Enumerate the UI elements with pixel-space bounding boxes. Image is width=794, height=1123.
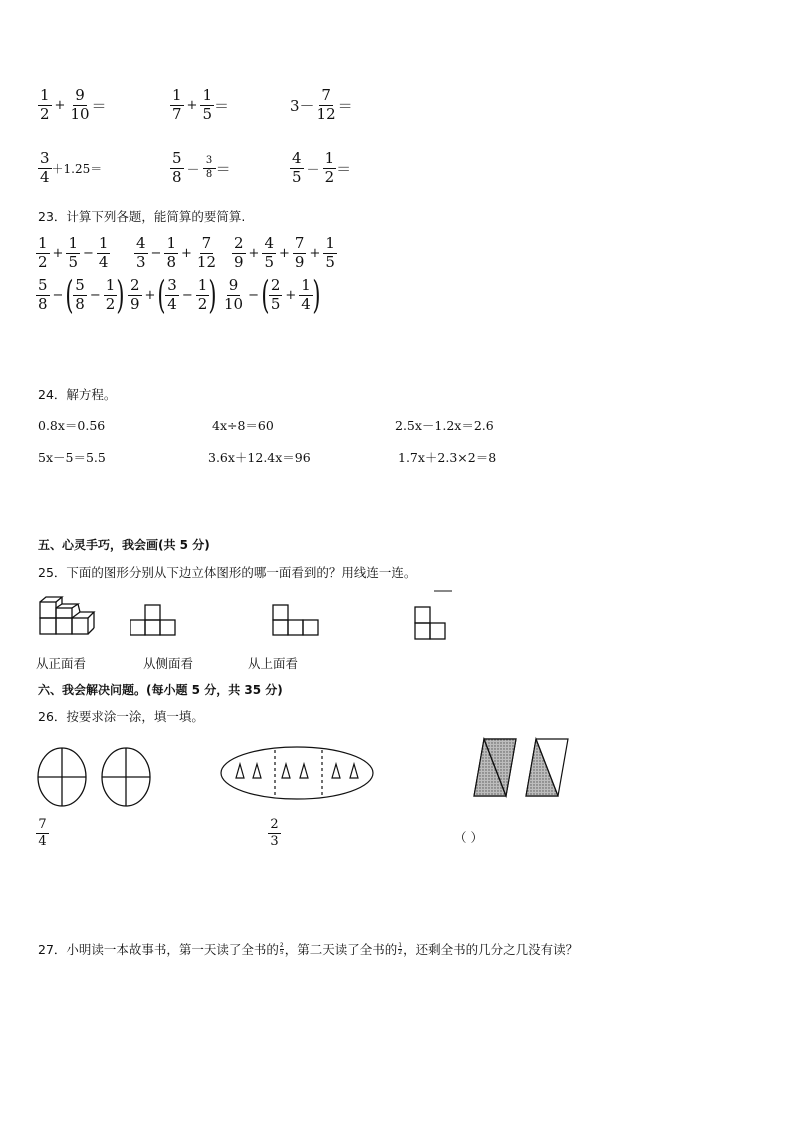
denominator: 8 — [205, 168, 213, 180]
circles-quarters — [36, 746, 156, 808]
equation-4: 5x－5＝5.5 — [38, 450, 106, 465]
calc-2-2 — [170, 151, 231, 186]
operator: + — [248, 245, 260, 261]
view-shape-1 — [130, 603, 178, 639]
label-top-view: 从上面看 — [248, 656, 299, 671]
q25-title: 25．下面的图形分别从下边立体图形的哪一面看到的？用线连一连。 — [38, 565, 417, 580]
q27-text — [38, 940, 578, 958]
left-paren: ( — [157, 273, 166, 317]
left-paren: ( — [261, 273, 270, 317]
operator: + — [52, 245, 64, 261]
equals: ＝ — [337, 96, 353, 115]
equals: ＝ — [215, 159, 231, 178]
solid-figure-drawing — [38, 594, 100, 638]
numerator: 5 — [38, 275, 48, 294]
denominator: 2 — [324, 167, 335, 186]
equals: ＝ — [214, 96, 230, 115]
denominator: 9 — [130, 294, 140, 313]
denominator: 5 — [325, 252, 335, 271]
numerator: 4 — [292, 149, 302, 167]
operator: − — [83, 245, 94, 261]
calc-1-3 — [290, 88, 353, 123]
view-shape-2 — [272, 604, 320, 640]
equation-2: 4x÷8＝60 — [212, 418, 274, 433]
q23-expr-6 — [222, 273, 321, 317]
operator: − — [52, 287, 64, 303]
equation-1: 0.8x＝0.56 — [38, 418, 106, 433]
denominator: 2 — [105, 294, 116, 313]
numerator: 1 — [325, 234, 335, 252]
shaded-parallelograms — [470, 736, 574, 800]
numerator: 4 — [264, 234, 274, 252]
operator: － — [306, 162, 320, 178]
denominator: 8 — [38, 294, 48, 313]
q26-answer-blank[interactable]: （ ） — [454, 830, 483, 845]
numerator: 1 — [68, 234, 78, 252]
operator: + — [309, 245, 321, 261]
numerator: 7 — [201, 234, 212, 252]
right-paren: ) — [208, 273, 217, 317]
denominator: 7 — [172, 104, 182, 123]
view-shape-3 — [412, 588, 452, 642]
q26-title: 26．按要求涂一涂，填一填。 — [38, 709, 204, 724]
q23-expr-2 — [134, 236, 218, 271]
right-paren: ) — [312, 273, 321, 317]
denominator: 4 — [98, 252, 109, 271]
numerator: 1 — [166, 234, 176, 252]
ellipse-with-triangles — [218, 744, 376, 802]
numerator: 2 — [130, 275, 140, 294]
operator: ＋1.25＝ — [51, 161, 103, 176]
denominator: 9 — [294, 252, 305, 271]
calc-1-2 — [170, 88, 229, 123]
q26-fraction-2 — [268, 818, 281, 848]
numerator: 5 — [172, 149, 182, 167]
denominator: 12 — [316, 104, 336, 123]
section-5-heading: 五、心灵手巧，我会画(共 5 分) — [38, 538, 210, 552]
numerator: 1 — [172, 86, 182, 104]
operator: − — [248, 287, 259, 303]
denominator: 4 — [167, 294, 177, 313]
denominator: 4 — [301, 294, 311, 313]
denominator: 5 — [68, 252, 78, 271]
denominator: 4 — [40, 167, 50, 186]
right-paren: ) — [116, 273, 125, 317]
q23-title: 23．计算下列各题，能简算的要简算. — [38, 209, 246, 224]
operator: − — [181, 287, 193, 303]
calc-2-1 — [38, 151, 102, 186]
denominator: 3 — [136, 252, 146, 271]
operator: + — [186, 97, 198, 113]
numerator: 1 — [105, 275, 116, 294]
q23-expr-4 — [36, 273, 125, 317]
denominator: 4 — [38, 833, 47, 849]
section-6-heading: 六、我会解决问题。(每小题 5 分，共 35 分) — [38, 683, 283, 697]
numerator: 3 — [40, 149, 50, 167]
operator: − — [150, 245, 162, 261]
numerator: 4 — [136, 234, 146, 252]
q27-fraction-2: $\frac{1}{2}$ — [398, 941, 403, 956]
numerator: 9 — [75, 86, 85, 104]
operator: + — [54, 97, 66, 113]
denominator: 12 — [196, 252, 216, 271]
numerator: 2 — [270, 275, 281, 294]
numerator: 5 — [75, 275, 85, 294]
denominator: 5 — [270, 294, 281, 313]
denominator: 2 — [40, 104, 50, 123]
q23-expr-1 — [36, 236, 110, 271]
q27-fraction-1: $\frac{2}{5}$ — [279, 941, 284, 956]
numerator: 1 — [197, 275, 208, 294]
numerator: 1 — [301, 275, 311, 294]
operator: + — [144, 287, 156, 303]
q27-part3: ，还剩全书的几分之几没有读？ — [403, 942, 579, 957]
operator: + — [181, 245, 192, 261]
operator: + — [285, 287, 297, 303]
equation-5: 3.6x＋12.4x＝96 — [208, 450, 311, 465]
q23-expr-3 — [232, 236, 337, 271]
lead-term: 3－ — [290, 96, 315, 115]
denominator: 10 — [70, 104, 90, 123]
denominator: 3 — [270, 833, 279, 849]
calc-2-3 — [290, 151, 351, 186]
denominator: 2 — [38, 252, 48, 271]
numerator: 1 — [324, 149, 335, 167]
equation-3: 2.5x－1.2x＝2.6 — [395, 418, 494, 433]
numerator: 1 — [202, 86, 212, 104]
numerator: 7 — [36, 818, 49, 834]
numerator: 1 — [40, 86, 50, 104]
denominator: 5 — [292, 167, 302, 186]
equals: ＝ — [91, 96, 107, 115]
denominator: 5 — [202, 104, 212, 123]
numerator: 3 — [167, 275, 177, 294]
calc-1-1 — [38, 88, 107, 123]
label-front-view: 从正面看 — [36, 656, 87, 671]
numerator: 7 — [294, 234, 305, 252]
q27-part2: ，第二天读了全书的 — [284, 942, 398, 957]
denominator: 2 — [197, 294, 208, 313]
operator: － — [186, 162, 200, 178]
numerator: 9 — [228, 275, 239, 294]
q23-expr-5 — [128, 273, 217, 317]
q26-fraction-1 — [36, 818, 49, 848]
numerator: 3 — [203, 156, 216, 169]
denominator: 8 — [166, 252, 176, 271]
q27-part1: 27．小明读一本故事书，第一天读了全书的 — [38, 942, 279, 957]
denominator: 8 — [172, 167, 182, 186]
denominator: 9 — [234, 252, 244, 271]
q24-title: 24．解方程。 — [38, 387, 117, 402]
left-paren: ( — [65, 273, 74, 317]
operator: + — [279, 245, 290, 261]
operator: − — [89, 287, 101, 303]
numerator: 1 — [98, 234, 109, 252]
numerator: 1 — [38, 234, 48, 252]
equation-6: 1.7x＋2.3×2＝8 — [398, 450, 497, 465]
denominator: 5 — [264, 252, 274, 271]
denominator: 10 — [224, 294, 244, 313]
numerator: 2 — [268, 818, 281, 834]
denominator: 8 — [75, 294, 85, 313]
numerator: 7 — [321, 86, 331, 104]
equals: ＝ — [336, 159, 352, 178]
label-side-view: 从侧面看 — [143, 656, 194, 671]
numerator: 2 — [234, 234, 244, 252]
